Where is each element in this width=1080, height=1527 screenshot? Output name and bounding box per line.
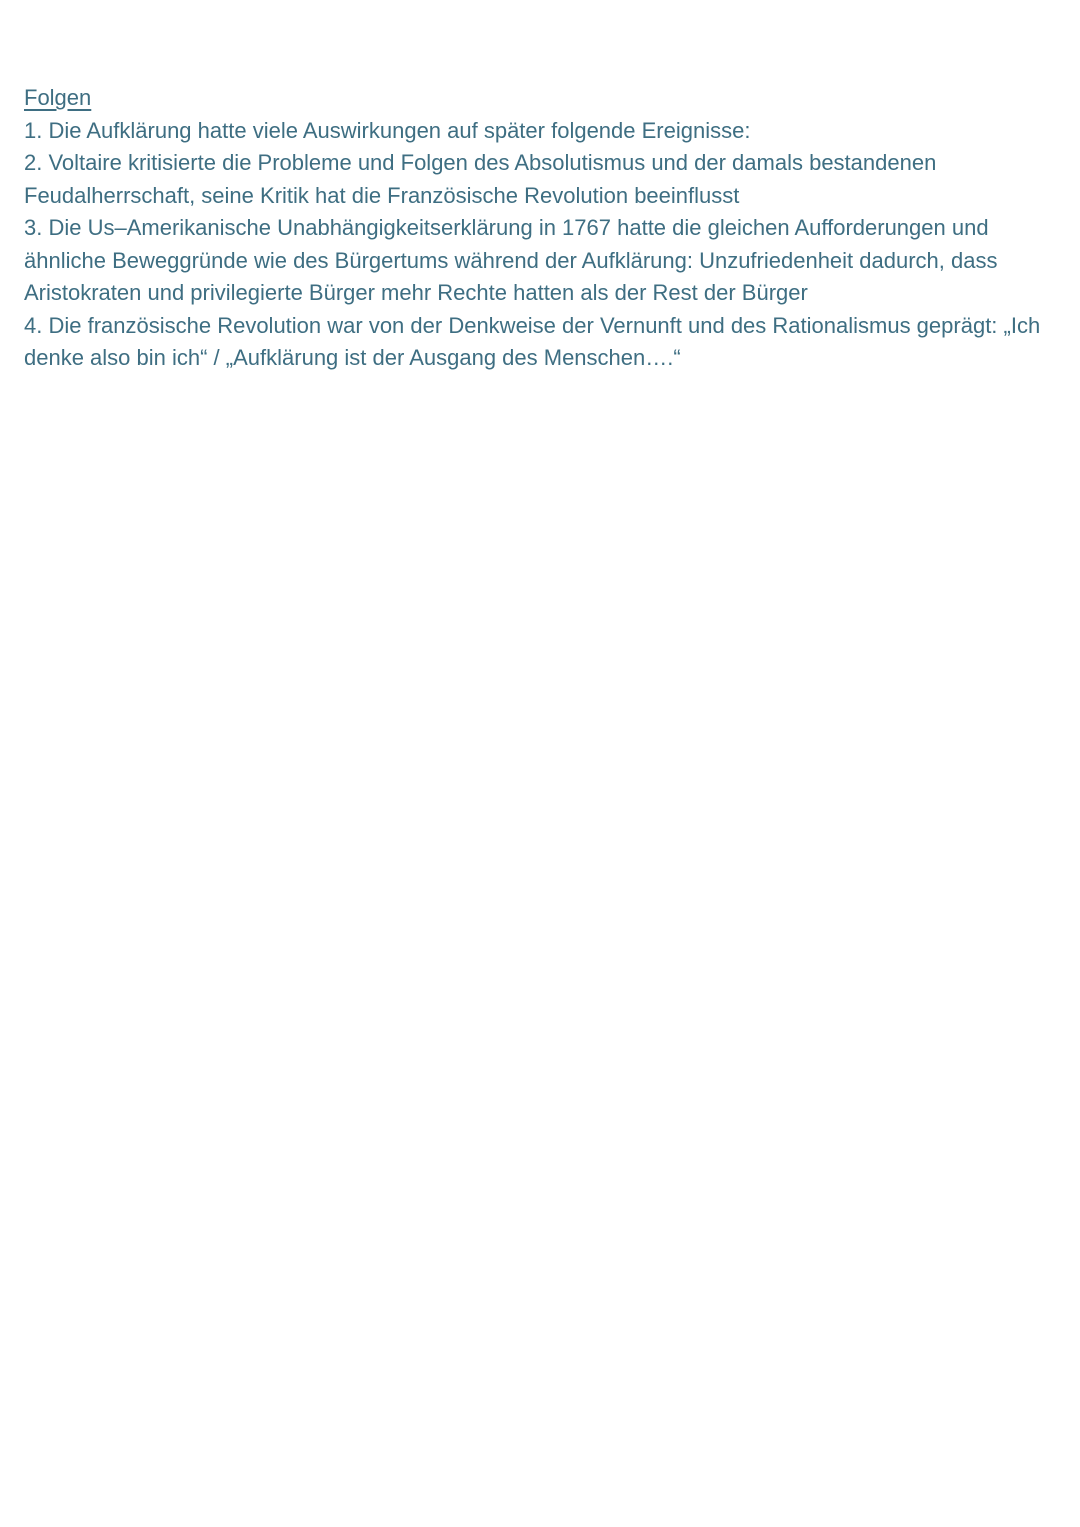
list-item-3: 3. Die Us–Amerikanische Unabhängigkeitserklärung in 1767 hatte die gleichen Aufforderungen und ähnliche Beweggründe wie des Bürgertums während der Aufklärung: Unzufriedenheit dadurch, dass Aristokraten und privilegierte Bürger mehr Rechte hatten als der Rest der Bürger (24, 215, 998, 305)
list-item-4: 4. Die französische Revolution war von der Denkweise der Vernunft und des Rationalismus geprägt: „Ich denke also bin ich“ / „Aufklärung ist der Ausgang des Menschen….“ (24, 312, 1041, 370)
list-item-1: 1. Die Aufklärung hatte viele Auswirkungen auf später folgende Ereignisse: (24, 117, 751, 143)
section-heading: Folgen (24, 85, 92, 110)
document-page (24, 82, 1054, 375)
list-item-2: 2. Voltaire kritisierte die Probleme und Folgen des Absolutismus und der damals bestandenen Feudalherrschaft, seine Kritik hat die Französische Revolution beeinflusst (24, 150, 937, 208)
